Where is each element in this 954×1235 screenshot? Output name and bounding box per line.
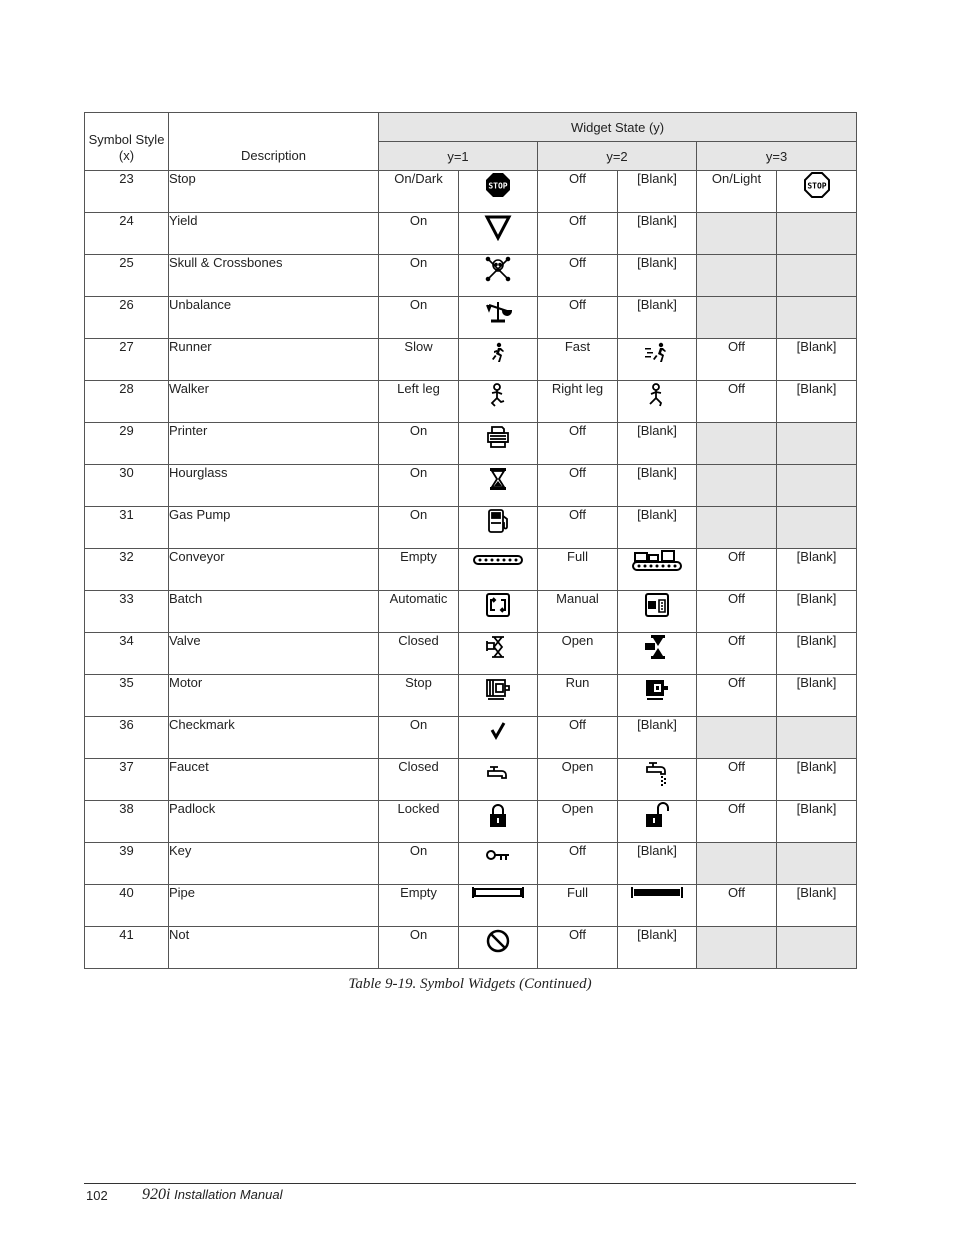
header-y1: y=1 [379, 142, 538, 171]
y3-state-cell: Off [697, 675, 777, 717]
header-symbol-style: Symbol Style (x) [85, 113, 169, 171]
header-y3: y=3 [697, 142, 857, 171]
table-row [85, 465, 857, 507]
footer-title [142, 1186, 282, 1204]
y3-state-cell: Off [697, 885, 777, 927]
unbalance-scale-icon [459, 297, 538, 339]
y2-state-cell: Open [538, 633, 618, 675]
table-row [85, 339, 857, 381]
y2-state-cell: Fast [538, 339, 618, 381]
description-cell: Walker [169, 381, 379, 423]
y2-state-cell: Open [538, 801, 618, 843]
table-row [85, 801, 857, 843]
table-row [85, 171, 857, 213]
y3-empty-cell [697, 507, 777, 549]
gas-pump-icon [459, 507, 538, 549]
y3-value-cell: [Blank] [777, 759, 857, 801]
y3-empty-cell [777, 423, 857, 465]
y2-state-cell: Open [538, 759, 618, 801]
y3-empty-cell [697, 843, 777, 885]
motor-run-icon [618, 675, 697, 717]
table-row [85, 927, 857, 969]
y2-value-cell: [Blank] [618, 213, 697, 255]
footer-rule [84, 1183, 856, 1184]
y1-state-cell: Closed [379, 759, 459, 801]
y2-state-cell: Off [538, 297, 618, 339]
y2-value-cell: [Blank] [618, 255, 697, 297]
symbol-style-cell: 41 [85, 927, 169, 969]
y1-state-cell: Closed [379, 633, 459, 675]
not-icon [459, 927, 538, 969]
y3-state-cell: Off [697, 759, 777, 801]
y3-empty-cell [697, 927, 777, 969]
symbol-style-cell: 36 [85, 717, 169, 759]
y2-state-cell: Full [538, 885, 618, 927]
y2-state-cell: Full [538, 549, 618, 591]
y1-state-cell: Empty [379, 549, 459, 591]
key-icon [459, 843, 538, 885]
header-description: Description [169, 113, 379, 171]
y2-state-cell: Off [538, 717, 618, 759]
motor-stop-icon [459, 675, 538, 717]
description-cell: Stop [169, 171, 379, 213]
y1-state-cell: On [379, 255, 459, 297]
y3-value-cell: [Blank] [777, 675, 857, 717]
y3-value-cell: [Blank] [777, 885, 857, 927]
checkmark-icon [459, 717, 538, 759]
table-row [85, 381, 857, 423]
description-cell: Gas Pump [169, 507, 379, 549]
y3-value-cell: [Blank] [777, 591, 857, 633]
symbol-style-cell: 23 [85, 171, 169, 213]
table-row [85, 717, 857, 759]
padlock-locked-icon [459, 801, 538, 843]
table-row [85, 255, 857, 297]
footer-manual-title: Installation Manual [174, 1187, 283, 1202]
valve-closed-icon [459, 633, 538, 675]
y2-state-cell: Off [538, 423, 618, 465]
conveyor-empty-icon [459, 549, 538, 591]
y3-state-cell: Off [697, 549, 777, 591]
description-cell: Printer [169, 423, 379, 465]
table-body [85, 171, 857, 969]
description-cell: Not [169, 927, 379, 969]
y2-state-cell: Off [538, 465, 618, 507]
pipe-empty-icon [459, 885, 538, 927]
y2-value-cell: [Blank] [618, 297, 697, 339]
batch-automatic-icon [459, 591, 538, 633]
symbol-widgets-table [84, 112, 857, 969]
y2-value-cell: [Blank] [618, 927, 697, 969]
description-cell: Hourglass [169, 465, 379, 507]
y3-empty-cell [777, 297, 857, 339]
y1-state-cell: Automatic [379, 591, 459, 633]
description-cell: Skull & Crossbones [169, 255, 379, 297]
y3-empty-cell [697, 297, 777, 339]
y2-state-cell: Manual [538, 591, 618, 633]
padlock-open-icon [618, 801, 697, 843]
y3-empty-cell [777, 465, 857, 507]
description-cell: Yield [169, 213, 379, 255]
y3-state-cell: Off [697, 633, 777, 675]
yield-icon [459, 213, 538, 255]
symbol-style-cell: 34 [85, 633, 169, 675]
symbol-style-cell: 31 [85, 507, 169, 549]
table-row [85, 423, 857, 465]
y1-state-cell: On [379, 465, 459, 507]
page-number: 102 [86, 1188, 108, 1203]
table-row [85, 885, 857, 927]
y3-state-cell: Off [697, 381, 777, 423]
y1-state-cell: On [379, 213, 459, 255]
table-row [85, 213, 857, 255]
y2-state-cell: Off [538, 255, 618, 297]
y3-value-cell: [Blank] [777, 801, 857, 843]
svg-text:STOP: STOP [806, 181, 827, 191]
y1-state-cell: On [379, 717, 459, 759]
y3-empty-cell [777, 717, 857, 759]
y1-state-cell: Empty [379, 885, 459, 927]
table-row [85, 675, 857, 717]
description-cell: Runner [169, 339, 379, 381]
symbol-style-cell: 39 [85, 843, 169, 885]
skull-crossbones-icon [459, 255, 538, 297]
y3-value-cell: [Blank] [777, 381, 857, 423]
y2-state-cell: Off [538, 213, 618, 255]
y1-state-cell: Slow [379, 339, 459, 381]
y3-value-cell: [Blank] [777, 633, 857, 675]
table-row [85, 843, 857, 885]
y2-value-cell: [Blank] [618, 465, 697, 507]
printer-icon [459, 423, 538, 465]
y2-state-cell: Off [538, 843, 618, 885]
faucet-open-icon [618, 759, 697, 801]
y3-value-cell: [Blank] [777, 339, 857, 381]
y2-value-cell: [Blank] [618, 507, 697, 549]
conveyor-full-icon [618, 549, 697, 591]
y1-state-cell: On [379, 843, 459, 885]
description-cell: Valve [169, 633, 379, 675]
description-cell: Faucet [169, 759, 379, 801]
symbol-style-cell: 28 [85, 381, 169, 423]
y2-state-cell: Off [538, 927, 618, 969]
symbol-style-cell: 35 [85, 675, 169, 717]
faucet-closed-icon [459, 759, 538, 801]
svg-text:STOP: STOP [488, 181, 508, 191]
description-cell: Motor [169, 675, 379, 717]
symbol-style-cell: 32 [85, 549, 169, 591]
y1-state-cell: On [379, 423, 459, 465]
y1-state-cell: On [379, 297, 459, 339]
description-cell: Batch [169, 591, 379, 633]
y2-state-cell: Off [538, 171, 618, 213]
y3-empty-cell [697, 717, 777, 759]
symbol-style-cell: 33 [85, 591, 169, 633]
table-row [85, 507, 857, 549]
description-cell: Conveyor [169, 549, 379, 591]
symbol-style-cell: 37 [85, 759, 169, 801]
runner-slow-icon [459, 339, 538, 381]
stop-sign-outline-icon [777, 171, 857, 213]
description-cell: Checkmark [169, 717, 379, 759]
y3-state-cell: Off [697, 339, 777, 381]
symbol-style-cell: 38 [85, 801, 169, 843]
valve-open-icon [618, 633, 697, 675]
description-cell: Padlock [169, 801, 379, 843]
description-cell: Key [169, 843, 379, 885]
stop-sign-icon [459, 171, 538, 213]
y2-state-cell: Right leg [538, 381, 618, 423]
table-row [85, 549, 857, 591]
walker-left-icon [459, 381, 538, 423]
y3-empty-cell [777, 843, 857, 885]
y2-value-cell: [Blank] [618, 843, 697, 885]
y2-state-cell: Off [538, 507, 618, 549]
y3-empty-cell [777, 255, 857, 297]
y2-value-cell: [Blank] [618, 717, 697, 759]
y1-state-cell: Stop [379, 675, 459, 717]
symbol-style-cell: 29 [85, 423, 169, 465]
y3-empty-cell [697, 213, 777, 255]
hourglass-icon [459, 465, 538, 507]
runner-fast-icon [618, 339, 697, 381]
y3-empty-cell [697, 255, 777, 297]
description-cell: Unbalance [169, 297, 379, 339]
y3-state-cell: Off [697, 591, 777, 633]
symbol-style-cell: 26 [85, 297, 169, 339]
table-row [85, 297, 857, 339]
y1-state-cell: On [379, 507, 459, 549]
y3-empty-cell [777, 927, 857, 969]
header-y2: y=2 [538, 142, 697, 171]
y3-value-cell: [Blank] [777, 549, 857, 591]
symbol-style-cell: 25 [85, 255, 169, 297]
pipe-full-icon [618, 885, 697, 927]
symbol-style-cell: 27 [85, 339, 169, 381]
description-cell: Pipe [169, 885, 379, 927]
walker-right-icon [618, 381, 697, 423]
header-widget-state: Widget State (y) [379, 113, 857, 142]
y2-value-cell: [Blank] [618, 423, 697, 465]
y3-empty-cell [697, 465, 777, 507]
y3-empty-cell [777, 507, 857, 549]
symbol-style-cell: 40 [85, 885, 169, 927]
batch-manual-icon [618, 591, 697, 633]
y2-state-cell: Run [538, 675, 618, 717]
table-row [85, 759, 857, 801]
table-row [85, 633, 857, 675]
y2-value-cell: [Blank] [618, 171, 697, 213]
y1-state-cell: On [379, 927, 459, 969]
y1-state-cell: On/Dark [379, 171, 459, 213]
table-caption: Table 9-19. Symbol Widgets (Continued) [348, 976, 592, 992]
symbol-style-cell: 24 [85, 213, 169, 255]
y1-state-cell: Locked [379, 801, 459, 843]
y1-state-cell: Left leg [379, 381, 459, 423]
symbol-style-cell: 30 [85, 465, 169, 507]
table-row [85, 591, 857, 633]
y3-state-cell: On/Light [697, 171, 777, 213]
y3-state-cell: Off [697, 801, 777, 843]
y3-empty-cell [697, 423, 777, 465]
y3-empty-cell [777, 213, 857, 255]
footer-model: 920i [142, 1186, 171, 1203]
